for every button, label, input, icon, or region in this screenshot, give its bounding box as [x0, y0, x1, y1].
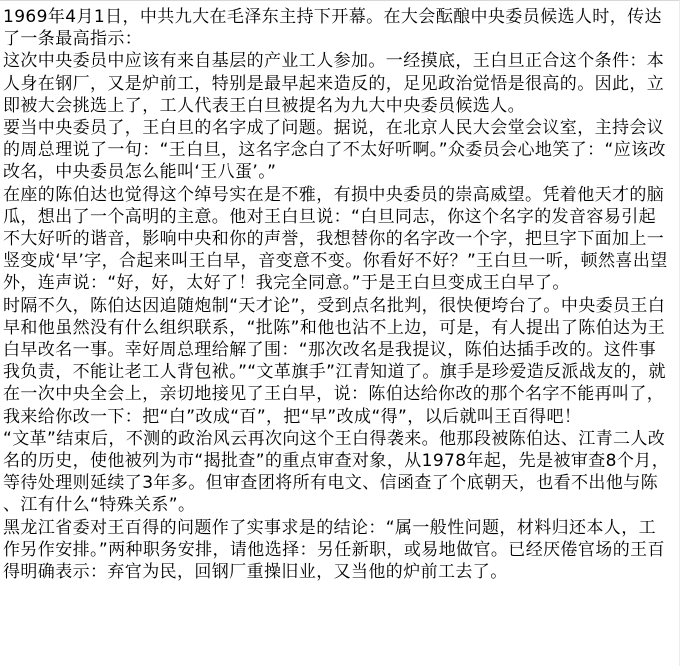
- paragraph-jiang-qing-rename: 时隔不久，陈伯达因追随炮制“天才论”，受到点名批判，很快便垮台了。中央委员王白早和他虽然没有什么组织联系，“批陈”和他也沾不上边，可是，有人提出了陈伯达为王白早改名一事。幸好周总理给解了围：“那次改名是我提议，陈伯达插手改的。这件事我负责，不能让老工人背包袱。”“文革旗手”江青知道了。旗手是珍爱造反派战友的，就在一次中央全会上，亲切地接见了王白早，说：陈伯达给你改的那个名字不能再叫了，我来给你改一下：把“白”改成“百”，把“早”改成“得”，以后就叫王百得吧！: [3, 295, 666, 427]
- paragraph-chen-boda-rename: 在座的陈伯达也觉得这个绰号实在是不雅，有损中央委员的崇高威望。凭着他天才的脑瓜，想出了一个高明的主意。他对王白旦说：“白旦同志，你这个名字的发音容易引起不大好听的谐音，影响中央和你的声誉，我想替你的名字改一个字，把旦字下面加上一竖变成‘早’字，合起来叫王白早，音变意不变。你看好不好？”王白旦一听，顿然喜出望外，连声说：“好，好，太好了！我完全同意。”于是王白旦变成王白早了。: [3, 184, 668, 294]
- paragraph-opening: 1969年4月1日，中共九大在毛泽东主持下开幕。在大会酝酿中央委员候选人时，传达了一条最高指示：: [3, 7, 662, 50]
- article-body: [3, 6, 671, 583]
- paragraph-conclusion: 黑龙江省委对王百得的问题作了实事求是的结论：“属一般性问题，材料归还本人，工作另作安排。”两种职务安排，请他选择：另任新职，或易地做官。已经厌倦官场的王百得明确表示：弃官为民，回钢厂重操旧业，又当他的炉前工去了。: [3, 517, 665, 583]
- paragraph-industrial-worker: 这次中央委员中应该有来自基层的产业工人参加。一经摸底，王白旦正合这个条件：本人身在钢厂，又是炉前工，特别是最早起来造反的，足见政治觉悟是很高的。因此，立即被大会挑选上了，工人代表王白旦被提名为九大中央委员候选人。: [3, 51, 665, 116]
- paragraph-name-problem: 要当中央委员了，王白旦的名字成了问题。据说，在北京人民大会堂会议室，主持会议的周总理说了一句：“王白旦，这名字念白了不太好听啊。”众委员会心地笑了：“应该改改名，中央委员怎么能叫‘王八蛋’。”: [3, 118, 666, 183]
- paragraph-investigation: “文革”结束后，不测的政治风云再次向这个王白得袭来。他那段被陈伯达、江青二人改名的历史，使他被列为市“揭批查”的重点审查对象，从1978年起，先是被审查8个月，等待处理则延续了3年多。但审查团将所有电文、信函查了个底朝天，也看不出他与陈、江有什么“特殊关系”。: [3, 428, 670, 516]
